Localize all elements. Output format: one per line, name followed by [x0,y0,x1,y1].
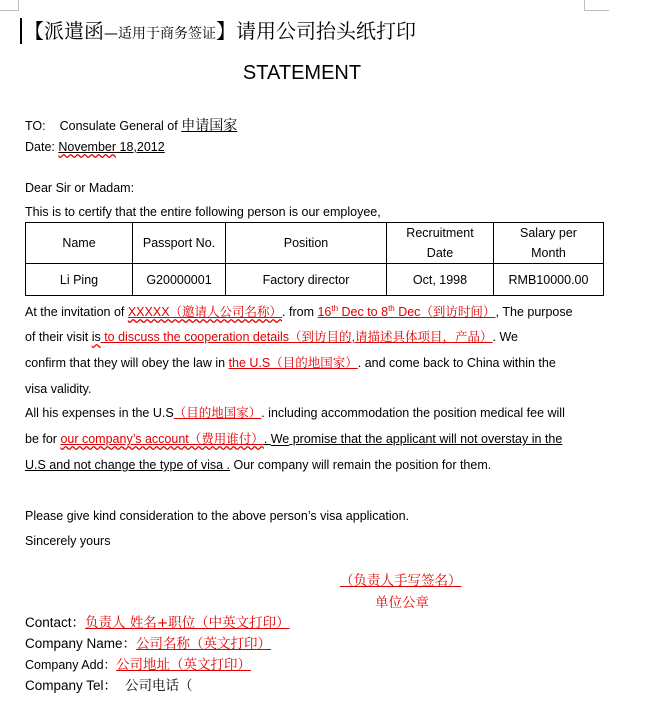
company-name-label: Company Name： [25,636,137,651]
text-run: confirm that they will obey the law in [25,356,229,370]
table-row [26,264,604,296]
company-add-label: Company Add： [25,658,117,672]
text-run: We [270,432,290,446]
text-run: All his expenses in the U.S [25,406,174,420]
expense-payer-placeholder [60,432,263,446]
company-tel-label: Company Tel： [25,678,118,693]
company-seal-label[interactable]: 单位公章 [375,595,429,611]
expense-payer-text: our company’s account（费用谁付） [60,432,264,446]
header-passport: Passport No. [142,236,216,250]
text-run: At the invitation of [25,305,128,319]
cell-recruitment-date[interactable]: Oct, 1998 [387,264,494,296]
document-header[interactable] [24,18,416,47]
ordinal-suffix: th [388,303,395,313]
salutation[interactable]: Dear Sir or Madam: [25,181,135,195]
page-margin-corner-top-right [584,0,609,11]
para1-line2[interactable] [25,328,518,346]
contact-placeholder: 负责人 姓名+职位（中英文打印） [85,615,290,631]
page-margin-corner-top-left [0,0,19,11]
table-header-cell [26,223,133,264]
date-end-text: Dec（到访时间） [394,305,496,319]
date-line[interactable] [25,138,165,156]
company-name-line[interactable] [25,635,271,653]
header-salary-1: Salary per [520,226,577,240]
text-run: . and come back to China within the [357,356,556,370]
document-title[interactable]: STATEMENT [242,62,362,84]
signature-placeholder[interactable]: （负责人手写签名） [340,573,462,589]
to-country-placeholder: 申请国家 [181,118,238,134]
text-run: be for [25,432,61,446]
para1-line1[interactable] [25,303,573,321]
intro-line[interactable]: This is to certify that the entire following person is our employee, [25,205,381,219]
cell-name[interactable]: Li Ping [26,264,133,296]
to-text: Consulate General of [59,119,182,133]
company-add-line[interactable] [25,656,251,674]
cell-passport[interactable]: G20000001 [133,264,226,296]
text-run: . [263,432,271,446]
inviter-company-placeholder [128,305,282,319]
text-run: . We [492,330,518,344]
text-run: . including accommodation the position medical fee will [261,406,565,420]
to-label: TO: [25,119,46,133]
text-run: is [91,330,101,344]
text-run: of their visit [25,330,92,344]
destination-country-placeholder: （目的地国家） [173,406,262,420]
para1-line3[interactable] [25,354,556,372]
header-bracket-close: 】 [216,19,236,43]
para1-line4[interactable]: visa validity. [25,382,92,396]
ordinal-suffix: th [331,303,339,313]
para2-line3[interactable] [25,456,491,474]
text-run: . from [282,305,318,319]
header-bracket-open: 【 [24,19,44,43]
date-range-text: Dec to 8 [338,305,389,319]
date-value [58,140,164,154]
date-month: November [58,140,117,154]
para2-line2[interactable] [25,430,562,448]
para2-line1[interactable] [25,404,565,422]
visit-dates-placeholder [317,305,495,319]
text-cursor [20,18,22,44]
text-run: promise that the applicant will not overstay in the [289,432,563,446]
company-tel-placeholder: 公司电话（ [125,678,193,694]
sign-off[interactable]: Sincerely yours [25,534,111,548]
cell-salary[interactable]: RMB10000.00 [494,264,604,296]
header-subtitle: —适用于商务签证 [104,26,216,42]
text-run: , The purpose [495,305,573,319]
text-run: U.S and not change the type of visa . [25,458,230,472]
employee-table[interactable] [25,222,604,296]
header-position: Position [283,236,329,250]
visit-purpose-placeholder: to discuss the cooperation details（到访目的,请描述具体项目，产品） [100,330,493,344]
table-header-cell [226,223,387,264]
inviter-company-text: XXXXX（邀请人公司名称） [127,305,283,319]
table-header-row [26,223,604,264]
cell-position[interactable]: Factory director [226,264,387,296]
closing-request[interactable]: Please give kind consideration to the above person’s visa application. [25,509,410,523]
header-name: Name [62,236,96,250]
contact-line[interactable] [25,614,290,632]
header-recruitment-1: Recruitment [406,226,474,240]
date-day-year: 18,2012 [116,140,165,154]
destination-country-placeholder: the U.S（目的地国家） [228,356,358,370]
company-add-placeholder: 公司地址（英文打印） [116,657,252,673]
header-doc-type: 派遣函 [44,19,104,43]
text-run: Our company will remain the position for them. [230,458,492,472]
contact-label: Contact： [25,615,86,630]
company-tel-line[interactable] [25,677,193,695]
header-recruitment-2: Date [426,246,454,260]
date-start-day: 16 [317,305,332,319]
to-line[interactable] [25,117,237,135]
header-salary-2: Month [531,246,566,260]
header-instruction: 请用公司抬头纸打印 [236,19,416,43]
table-header-cell [133,223,226,264]
table-header-cell [494,223,604,264]
date-label: Date: [25,140,59,154]
company-name-placeholder: 公司名称（英文打印） [136,636,272,652]
table-header-cell [387,223,494,264]
